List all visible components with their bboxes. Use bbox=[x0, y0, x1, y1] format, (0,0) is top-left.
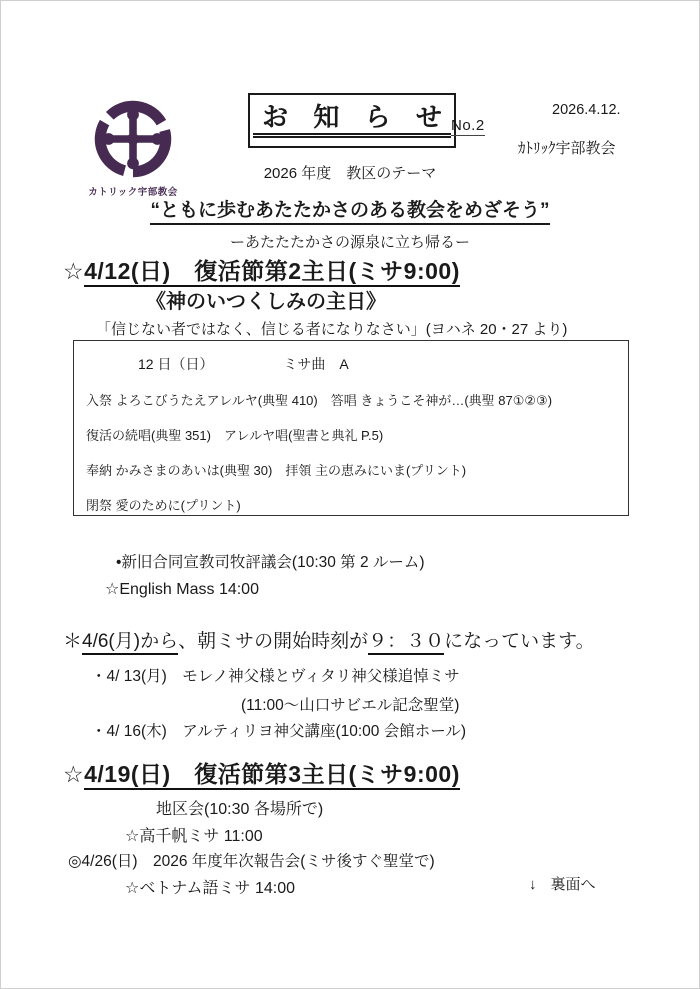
mass-line: 奉納 かみさまのあいは(典聖 30) 拝領 主の恵みにいま(プリント) bbox=[86, 463, 467, 478]
mass-line: 閉祭 愛のために(プリント) bbox=[86, 498, 241, 513]
notice-title-box bbox=[248, 93, 456, 148]
district-meeting-line: 地区会(10:30 各場所で) bbox=[156, 801, 324, 818]
event-april16: ・4/ 16(木) アルティリヨ神父講座(10:00 会館ホール) bbox=[91, 723, 467, 740]
english-mass-note: ☆English Mass 14:00 bbox=[105, 581, 259, 598]
april12-heading-text: 4/12(日) 復活節第2主日(ミサ9:00) bbox=[84, 258, 460, 287]
theme-slogan: “ともに歩むあたたかさのある教会をめざそう” bbox=[150, 200, 549, 225]
april12-heading bbox=[63, 253, 460, 286]
divine-mercy-subtitle: 《神のいつくしみの主日》 bbox=[146, 291, 386, 313]
issue-number: No.2 bbox=[451, 117, 485, 134]
event-april13-location: (11:00～山口サビエル記念聖堂) bbox=[241, 697, 460, 714]
mass-line: 入祭 よろこびうたえアレルヤ(典聖 410) 答唱 きょうこそ神が…(典聖 87①②③) bbox=[86, 393, 553, 408]
church-name: ｶﾄﾘｯｸ宇部教会 bbox=[518, 140, 616, 157]
mass-setting: ミサ曲 A bbox=[283, 356, 349, 372]
back-page-note bbox=[529, 873, 596, 894]
star-icon: ☆ bbox=[63, 258, 85, 284]
notice-title: お 知 ら せ bbox=[253, 103, 451, 139]
morning-mass-notice bbox=[63, 626, 595, 653]
theme-slogan-row bbox=[1, 195, 699, 222]
asterisk-mark: ＊ bbox=[63, 631, 83, 652]
council-note: •新旧合同宣教司牧評議会(10:30 第 2 ルーム) bbox=[116, 554, 425, 571]
scripture-quote: 「信じない者ではなく、信じる者になりなさい」(ヨハネ 20・27 より) bbox=[96, 321, 568, 338]
star-icon: ☆ bbox=[63, 761, 85, 787]
notice-time: ９：３０ bbox=[368, 631, 444, 655]
mass-day-row bbox=[86, 354, 616, 374]
notice-suffix: になっています。 bbox=[444, 631, 595, 652]
back-page-label: 裏面へ bbox=[550, 876, 596, 893]
theme-subtitle: ーあたたたかさの源泉に立ち帰るー bbox=[229, 234, 470, 251]
april19-heading bbox=[63, 756, 460, 789]
theme-label: 2026 年度 教区のテーマ bbox=[263, 165, 437, 182]
notice-middle: 、朝ミサの開始時刻が bbox=[178, 631, 369, 652]
notice-date: 4/6(月)から bbox=[82, 631, 178, 655]
mass-day: 12 日（日） bbox=[138, 356, 214, 372]
mass-line: 復活の続唱(典聖 351) アレルヤ唱(聖書と典礼 P.5) bbox=[86, 428, 384, 443]
event-april13: ・4/ 13(月) モレノ神父様とヴィタリ神父様追悼ミサ bbox=[91, 668, 460, 685]
down-arrow-icon: ↓ bbox=[529, 876, 537, 893]
annual-report-line: ◎4/26(日) 2026 年度年次報告会(ミサ後すぐ聖堂で) bbox=[68, 853, 435, 870]
vietnamese-mass-line: ☆ベトナム語ミサ 14:00 bbox=[125, 880, 296, 897]
church-logo-caption: カトリック宇部教会 bbox=[88, 187, 178, 198]
issue-date: 2026.4.12. bbox=[552, 102, 621, 118]
mass-program-box bbox=[73, 340, 629, 516]
takachiho-mass-line: ☆高千帆ミサ 11:00 bbox=[125, 828, 263, 845]
april19-heading-text: 4/19(日) 復活節第3主日(ミサ9:00) bbox=[84, 761, 460, 790]
